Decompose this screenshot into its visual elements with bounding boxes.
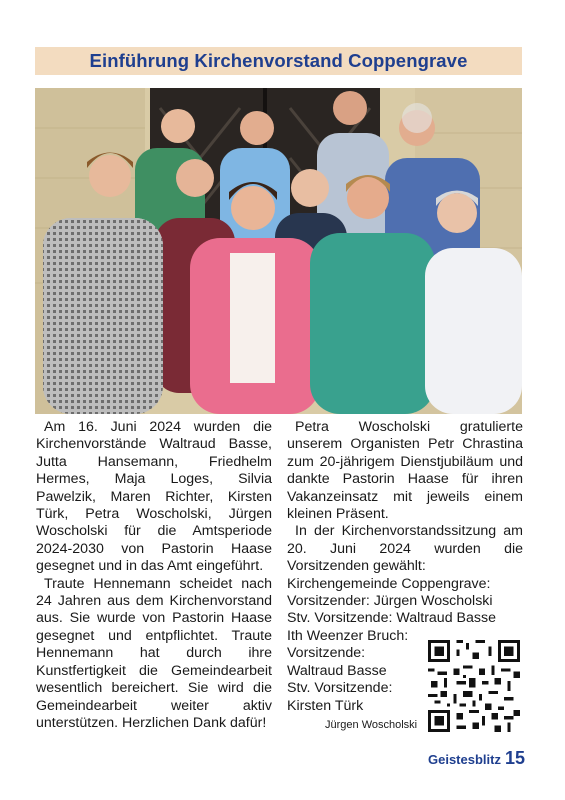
paragraph-introduction: Am 16. Juni 2024 wurden die Kirchenvorstände Waltraud Basse, Jutta Hansemann, Friedhelm Hermes, Maja Loges, Silvia Pawelzik, Maren Richter, Kirsten Türk, Petra Woscholski, Jürgen Woscholski für die Amtsperiode 2024-2030 von Pastorin Haase gesegnet und in das Amt eingeführt. bbox=[36, 419, 272, 575]
footer bbox=[428, 748, 525, 769]
page-number: 15 bbox=[504, 748, 525, 768]
election-line: Stv. Vorsitzende: bbox=[287, 680, 393, 697]
magazine-name: Geistesblitz bbox=[428, 752, 501, 767]
paragraph-congratulation: Petra Woscholski gratulierte unserem Organisten Petr Chrastina zum 20-jährigem Dienstjubiläum und dankte Pastorin Haase für ihren Vakanzeinsatz mit jeweils einem kleinen Präsent. bbox=[287, 419, 523, 523]
page-title: Einführung Kirchenvorstand Coppengrave bbox=[89, 50, 468, 71]
group-photo-illustration bbox=[35, 88, 522, 414]
paragraph-farewell: Traute Hennemann scheidet nach 24 Jahren aus dem Kirchenvorstand aus. Sie wurde von Pastorin Haase gesegnet und entpflichtet. Traute Hennemann hat durch ihre Kunstfertigkeit die Gemeindearbeit wesentlich bereichert. Sie wird die Gemeindearbeit weiter aktiv unterstützen. Herzlichen Dank dafür! bbox=[36, 575, 272, 731]
group-photo bbox=[35, 88, 522, 414]
election-line: Kirsten Türk bbox=[287, 697, 364, 714]
left-column bbox=[36, 419, 272, 732]
author-signature: Jürgen Woscholski bbox=[325, 719, 418, 731]
election-line: Stv. Vorsitzende: Waltraud Basse bbox=[287, 610, 496, 627]
title-bar bbox=[35, 47, 522, 75]
paragraph-election: In der Kirchenvorstandssitzung am 20. Juni 2024 wurden die Vorsitzenden gewählt: bbox=[287, 523, 523, 575]
qr-code-icon[interactable] bbox=[428, 640, 520, 732]
election-line: Vorsitzender: Jürgen Woscholski bbox=[287, 593, 493, 610]
election-line: Kirchengemeinde Coppengrave: bbox=[287, 575, 491, 592]
election-line: Waltraud Basse bbox=[287, 662, 387, 679]
election-line: Vorsitzende: bbox=[287, 645, 366, 662]
election-line: Ith Weenzer Bruch: bbox=[287, 627, 409, 644]
